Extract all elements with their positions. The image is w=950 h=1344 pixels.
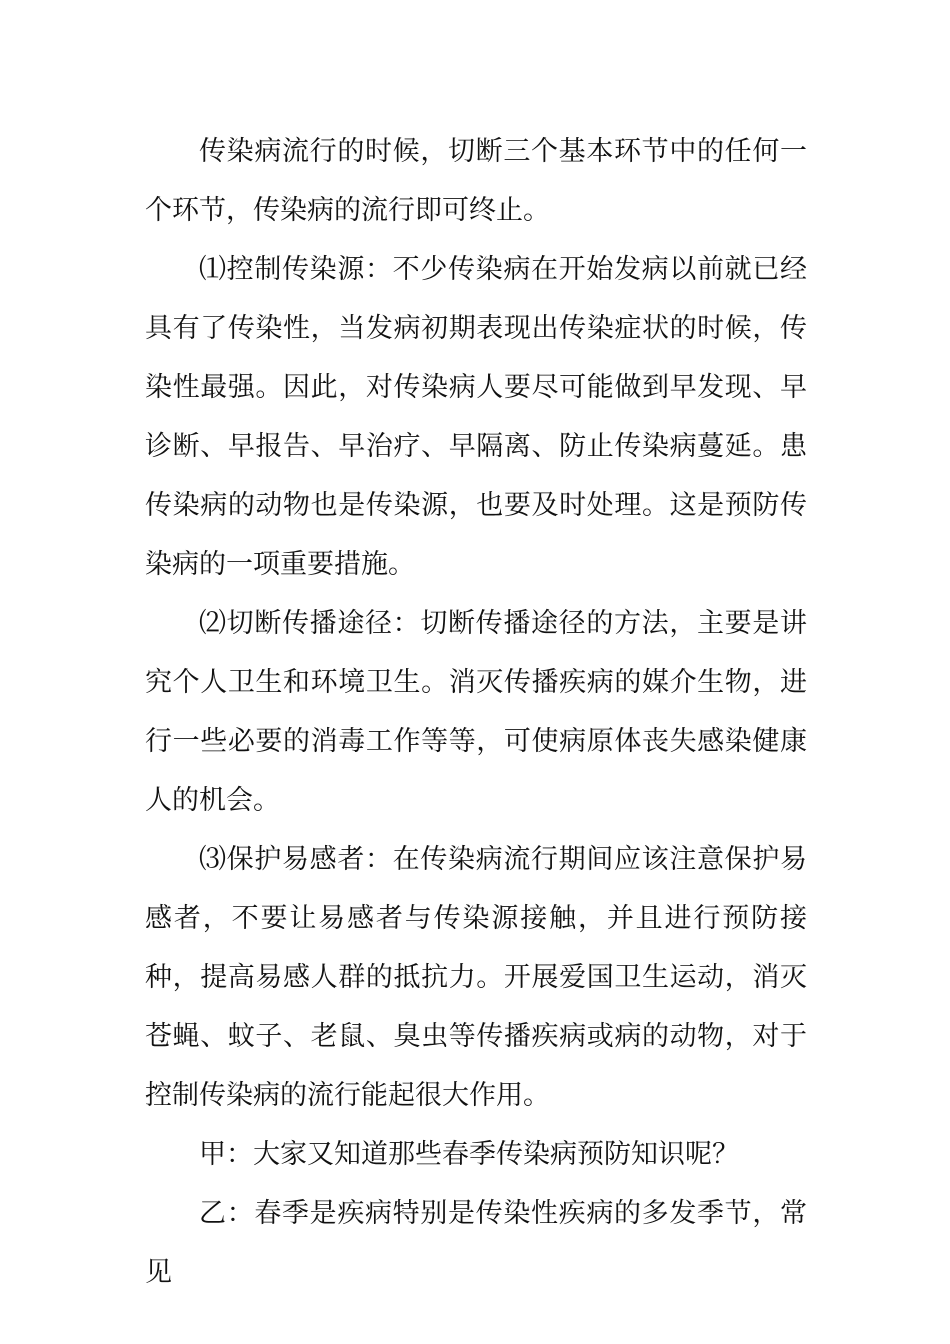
- document-body: [145, 122, 807, 1302]
- paragraph-intro: 传染病流行的时候，切断三个基本环节中的任何一个环节，传染病的流行即可终止。: [145, 136, 807, 226]
- paragraph-dialogue-b: 乙：春季是疾病特别是传染性疾病的多发季节，常见: [145, 1198, 807, 1288]
- paragraph-dialogue-a: 甲：大家又知道那些春季传染病预防知识呢？: [199, 1139, 739, 1170]
- paragraph-protect-susceptible: ⑶保护易感者：在传染病流行期间应该注意保护易感者，不要让易感者与传染源接触，并且进行预防接种，提高易感人群的抵抗力。开展爱国卫生运动，消灭苍蝇、蚊子、老鼠、臭虫等传播疾病或病的动物，对于控制传染病的流行能起很大作用。: [145, 844, 807, 1111]
- paragraph-control-source: ⑴控制传染源：不少传染病在开始发病以前就已经具有了传染性，当发病初期表现出传染症状的时候，传染性最强。因此，对传染病人要尽可能做到早发现、早诊断、早报告、早治疗、早隔离、防止传染病蔓延。患传染病的动物也是传染源，也要及时处理。这是预防传染病的一项重要措施。: [145, 254, 807, 580]
- paragraph-cut-transmission: ⑵切断传播途径：切断传播途径的方法，主要是讲究个人卫生和环境卫生。消灭传播疾病的媒介生物，进行一些必要的消毒工作等等，可使病原体丧失感染健康人的机会。: [145, 608, 807, 816]
